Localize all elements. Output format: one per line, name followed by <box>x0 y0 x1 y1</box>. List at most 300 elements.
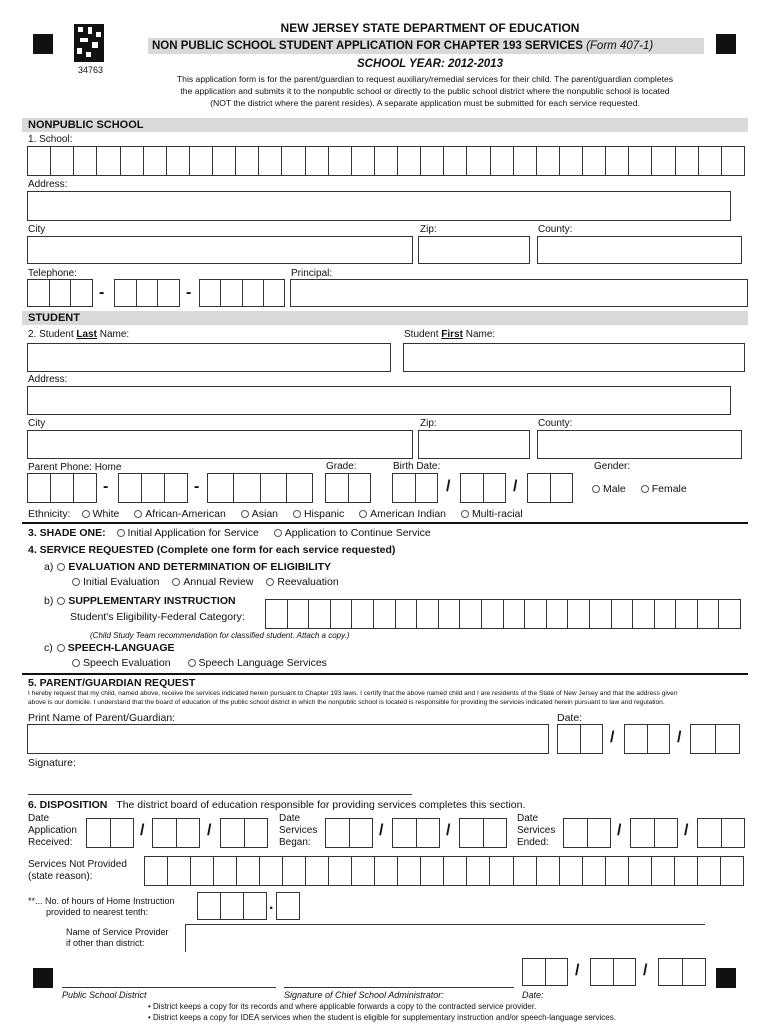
entry-cell[interactable] <box>144 856 167 886</box>
date-slash: / <box>610 729 615 746</box>
form-title <box>152 40 653 52</box>
entry-cell[interactable] <box>483 818 508 848</box>
service-b-radio[interactable] <box>57 597 65 605</box>
entry-cell[interactable] <box>536 856 559 886</box>
gender-male-radio[interactable] <box>592 485 600 493</box>
entry-cell[interactable] <box>305 856 328 886</box>
entry-cell[interactable] <box>167 856 190 886</box>
entry-cell[interactable] <box>259 856 282 886</box>
entry-cell[interactable] <box>397 146 420 176</box>
entry-cell[interactable] <box>721 146 745 176</box>
entry-cell[interactable] <box>141 473 164 503</box>
entry-cell[interactable] <box>675 146 698 176</box>
entry-cell[interactable] <box>651 856 674 886</box>
entry-cell[interactable] <box>349 818 374 848</box>
district-line[interactable] <box>62 987 276 988</box>
footer-bullet-1: • District keeps a copy for its records and where applicable forwards a copy to the contracted service provider. <box>148 1002 537 1011</box>
service-c-row <box>44 642 175 654</box>
entry-cell[interactable] <box>690 724 715 754</box>
date-received-year-field[interactable] <box>220 818 268 848</box>
entry-cell[interactable] <box>328 856 351 886</box>
student-zip-label: Zip: <box>420 418 437 429</box>
service-requested-label: 4. SERVICE REQUESTED (Complete one form for each service requested) <box>28 544 396 556</box>
entry-cell[interactable] <box>157 279 180 307</box>
entry-cell[interactable] <box>460 473 483 503</box>
entry-cell[interactable] <box>613 958 637 986</box>
entry-cell[interactable] <box>212 146 235 176</box>
school-city-label: City <box>28 224 46 235</box>
label-line: Date <box>279 813 301 824</box>
student-first-name-field[interactable] <box>403 343 745 372</box>
entry-cell[interactable] <box>220 279 241 307</box>
entry-cell[interactable] <box>114 279 136 307</box>
entry-cell[interactable] <box>490 146 513 176</box>
entry-cell[interactable] <box>213 856 236 886</box>
entry-cell[interactable] <box>374 146 397 176</box>
disposition-label: 6. DISPOSITION <box>28 799 108 811</box>
entry-cell[interactable] <box>443 146 466 176</box>
student-zip-field[interactable] <box>418 430 530 459</box>
entry-cell[interactable] <box>582 856 605 886</box>
parent-date-year-field[interactable] <box>690 724 740 754</box>
barcode-number: 34763 <box>78 65 104 75</box>
school-address-label: Address: <box>28 179 68 190</box>
entry-cell[interactable] <box>582 146 605 176</box>
date-slash: / <box>140 822 145 839</box>
entry-cell[interactable] <box>628 146 651 176</box>
student-last-name-field[interactable] <box>27 343 391 372</box>
ethnicity-label: Ethnicity: <box>28 508 71 520</box>
label-prefix: 2. Student <box>28 329 77 340</box>
student-address-field[interactable] <box>27 386 731 415</box>
label-line: Date <box>517 813 539 824</box>
entry-cell[interactable] <box>73 473 97 503</box>
label-line: Name of Service Provider <box>66 927 169 937</box>
ethnicity-hispanic-radio[interactable] <box>293 510 301 518</box>
entry-cell[interactable] <box>536 146 559 176</box>
phone-dash: - <box>103 478 109 495</box>
entry-cell[interactable] <box>459 599 481 629</box>
birth-day-field[interactable] <box>460 473 506 503</box>
label-line: provided to nearest tenth: <box>46 907 149 917</box>
date-received-label <box>28 813 88 849</box>
entry-cell[interactable] <box>415 473 439 503</box>
school-city-field[interactable] <box>27 236 413 264</box>
student-address-label: Address: <box>28 374 68 385</box>
services-not-provided-label <box>28 859 127 883</box>
option-label: Initial Evaluation <box>83 576 160 588</box>
school-phone-area-field[interactable] <box>27 279 93 307</box>
entry-cell[interactable] <box>459 818 483 848</box>
form-number: (Form 407-1) <box>586 40 654 52</box>
school-name-field[interactable] <box>27 146 745 176</box>
service-c-prefix: c) <box>44 642 53 654</box>
date-ended-year-field[interactable] <box>697 818 745 848</box>
entry-cell[interactable] <box>235 146 258 176</box>
entry-cell[interactable] <box>654 599 676 629</box>
entry-cell[interactable] <box>559 146 582 176</box>
ethnicity-african-american-radio[interactable] <box>134 510 142 518</box>
entry-cell[interactable] <box>698 146 721 176</box>
entry-cell[interactable] <box>395 599 417 629</box>
entry-cell[interactable] <box>587 818 612 848</box>
footer-date-day-field[interactable] <box>590 958 636 986</box>
barcode-glyph <box>74 24 104 62</box>
entry-cell[interactable] <box>351 856 374 886</box>
registration-mark-top-right <box>716 34 736 54</box>
grade-field[interactable] <box>325 473 371 503</box>
decimal-point: . <box>269 896 274 913</box>
ethnicity-option: Hispanic <box>303 508 345 520</box>
entry-cell[interactable] <box>110 818 135 848</box>
service-a-title: EVALUATION AND DETERMINATION OF ELIGIBILITY <box>68 561 332 573</box>
initial-application-label: Initial Application for Service <box>127 527 259 539</box>
continue-service-label: Application to Continue Service <box>284 527 431 539</box>
chief-signature-line[interactable] <box>284 987 514 988</box>
birth-year-field[interactable] <box>527 473 573 503</box>
date-slash: / <box>446 478 451 495</box>
entry-cell[interactable] <box>281 146 304 176</box>
section-nonpublic-school: NONPUBLIC SCHOOL <box>22 118 748 132</box>
parent-request-text-1: I hereby request that my child, named above, receive the services indicated herein pursuant to Chapter 193 laws. I certify that the above named child and I are residents of the State of New Jersey and that the address given <box>28 690 678 697</box>
entry-cell[interactable] <box>27 146 50 176</box>
initial-evaluation-radio[interactable] <box>72 578 80 586</box>
entry-cell[interactable] <box>27 279 49 307</box>
entry-cell[interactable] <box>580 724 604 754</box>
department-title: NEW JERSEY STATE DEPARTMENT OF EDUCATION <box>280 21 580 35</box>
entry-cell[interactable] <box>420 146 443 176</box>
entry-cell[interactable] <box>611 599 633 629</box>
entry-cell[interactable] <box>624 724 647 754</box>
parent-date-label: Date: <box>557 712 583 724</box>
phone-dash: - <box>99 284 105 301</box>
parent-name-field[interactable] <box>27 724 549 754</box>
footer-date-year-field[interactable] <box>658 958 706 986</box>
parent-date-day-field[interactable] <box>624 724 670 754</box>
phone-dash: - <box>194 478 200 495</box>
option-label: Speech Evaluation <box>83 657 171 669</box>
entry-cell[interactable] <box>416 818 441 848</box>
entry-cell[interactable] <box>559 856 582 886</box>
entry-cell[interactable] <box>308 599 330 629</box>
parent-phone-area-field[interactable] <box>27 473 97 503</box>
entry-cell[interactable] <box>143 146 166 176</box>
entry-cell[interactable] <box>522 958 545 986</box>
entry-cell[interactable] <box>682 958 707 986</box>
entry-cell[interactable] <box>513 856 536 886</box>
entry-cell[interactable] <box>605 146 628 176</box>
entry-cell[interactable] <box>420 856 443 886</box>
entry-cell[interactable] <box>207 473 233 503</box>
entry-cell[interactable] <box>647 724 671 754</box>
label-line: Services <box>279 825 318 836</box>
divider <box>22 673 748 675</box>
gender-label: Gender: <box>594 461 631 472</box>
ethnicity-american-indian-radio[interactable] <box>359 510 367 518</box>
entry-cell[interactable] <box>330 599 352 629</box>
entry-cell[interactable] <box>718 599 741 629</box>
date-slash: / <box>617 822 622 839</box>
entry-cell[interactable] <box>164 473 188 503</box>
entry-cell[interactable] <box>524 599 546 629</box>
eligibility-category-field[interactable] <box>265 599 741 629</box>
entry-cell[interactable] <box>605 856 628 886</box>
ethnicity-row <box>28 508 523 520</box>
school-phone-line-field[interactable] <box>199 279 285 307</box>
gender-female-radio[interactable] <box>641 485 649 493</box>
entry-cell[interactable] <box>550 473 574 503</box>
label-line: Application <box>28 825 77 836</box>
entry-cell[interactable] <box>589 599 611 629</box>
parent-phone-prefix-field[interactable] <box>118 473 188 503</box>
label-line: (state reason): <box>28 871 93 882</box>
entry-cell[interactable] <box>263 279 285 307</box>
entry-cell[interactable] <box>243 892 267 920</box>
entry-cell[interactable] <box>152 818 176 848</box>
eligibility-category-label: Student's Eligibility-Federal Category: <box>70 611 245 623</box>
school-address-field[interactable] <box>27 191 731 221</box>
entry-cell[interactable] <box>190 856 213 886</box>
phone-dash: - <box>186 284 192 301</box>
entry-cell[interactable] <box>397 856 420 886</box>
date-slash: / <box>207 822 212 839</box>
entry-cell[interactable] <box>233 473 259 503</box>
entry-cell[interactable] <box>27 473 50 503</box>
date-ended-month-field[interactable] <box>563 818 611 848</box>
entry-cell[interactable] <box>489 856 512 886</box>
signature-label: Signature: <box>28 757 76 769</box>
service-c-options <box>66 657 327 669</box>
entry-cell[interactable] <box>242 279 263 307</box>
shade-one-row <box>28 527 431 539</box>
entry-cell[interactable] <box>258 146 281 176</box>
entry-cell[interactable] <box>557 724 580 754</box>
ethnicity-asian-radio[interactable] <box>241 510 249 518</box>
entry-cell[interactable] <box>118 473 141 503</box>
entry-cell[interactable] <box>136 279 158 307</box>
student-last-name-label <box>28 329 129 341</box>
ethnicity-white-radio[interactable] <box>82 510 90 518</box>
date-slash: / <box>446 822 451 839</box>
entry-cell[interactable] <box>282 856 305 886</box>
registration-mark-top-left <box>33 34 53 54</box>
entry-cell[interactable] <box>50 146 73 176</box>
entry-cell[interactable] <box>545 958 569 986</box>
date-began-year-field[interactable] <box>459 818 507 848</box>
entry-cell[interactable] <box>715 724 741 754</box>
parent-phone-line-field[interactable] <box>207 473 313 503</box>
service-provider-field[interactable] <box>185 924 705 952</box>
school-phone-prefix-field[interactable] <box>114 279 180 307</box>
entry-cell[interactable] <box>416 599 438 629</box>
label-line: Ended: <box>517 837 549 848</box>
date-received-month-field[interactable] <box>86 818 134 848</box>
speech-language-services-radio[interactable] <box>188 659 196 667</box>
student-city-field[interactable] <box>27 430 413 459</box>
entry-cell[interactable] <box>351 146 374 176</box>
entry-cell[interactable] <box>527 473 550 503</box>
birth-date-label: Birth Date: <box>393 461 441 472</box>
date-began-label <box>279 813 329 849</box>
grade-label: Grade: <box>326 461 357 472</box>
entry-cell[interactable] <box>189 146 212 176</box>
signature-line[interactable] <box>28 794 412 795</box>
entry-cell[interactable] <box>120 146 143 176</box>
option-label: Reevaluation <box>277 576 339 588</box>
service-a-row <box>44 561 331 573</box>
home-instruction-hours-field[interactable] <box>197 892 267 920</box>
ethnicity-option: Asian <box>251 508 279 520</box>
student-county-field[interactable] <box>537 430 742 459</box>
service-b-prefix: b) <box>44 595 54 607</box>
entry-cell[interactable] <box>286 473 313 503</box>
entry-cell[interactable] <box>590 958 613 986</box>
entry-cell[interactable] <box>96 146 119 176</box>
parent-date-month-field[interactable] <box>557 724 603 754</box>
date-received-day-field[interactable] <box>152 818 200 848</box>
entry-cell[interactable] <box>546 599 568 629</box>
entry-cell[interactable] <box>697 818 721 848</box>
entry-cell[interactable] <box>392 818 416 848</box>
entry-cell[interactable] <box>632 599 654 629</box>
label-line: **... No. of hours of Home Instruction <box>28 896 175 906</box>
home-instruction-tenths-field[interactable] <box>276 892 300 920</box>
label-emphasis: First <box>441 329 463 340</box>
school-label: 1. School: <box>28 134 73 145</box>
home-instruction-hours-label <box>28 896 175 918</box>
entry-cell[interactable] <box>513 146 536 176</box>
parent-request-text-2: above is our domicile. I understand that the board of education of the public school district in which the nonpublic school is located is responsible for providing the services indicated herein pursuant to law and regulation. <box>28 699 665 706</box>
gender-options <box>586 483 687 495</box>
service-b-row <box>44 595 236 607</box>
print-name-label: Print Name of Parent/Guardian: <box>28 712 176 724</box>
entry-cell[interactable] <box>628 856 651 886</box>
entry-cell[interactable] <box>176 818 201 848</box>
school-zip-label: Zip: <box>420 224 437 235</box>
initial-application-radio[interactable] <box>117 529 125 537</box>
entry-cell[interactable] <box>503 599 525 629</box>
entry-cell[interactable] <box>373 599 395 629</box>
entry-cell[interactable] <box>443 856 466 886</box>
entry-cell[interactable] <box>466 146 489 176</box>
parent-phone-label: Parent Phone: Home <box>28 462 122 473</box>
entry-cell[interactable] <box>220 818 244 848</box>
gender-female-label: Female <box>651 483 687 495</box>
entry-cell[interactable] <box>720 856 744 886</box>
entry-cell[interactable] <box>220 892 243 920</box>
entry-cell[interactable] <box>675 599 697 629</box>
entry-cell[interactable] <box>197 892 220 920</box>
services-not-provided-field[interactable] <box>144 856 744 886</box>
entry-cell[interactable] <box>166 146 189 176</box>
ethnicity-option: White <box>92 508 120 520</box>
label-line: if other than district: <box>66 938 145 948</box>
school-county-label: County: <box>538 224 573 235</box>
school-zip-field[interactable] <box>418 236 530 264</box>
entry-cell[interactable] <box>325 473 348 503</box>
ethnicity-option: African-American <box>145 508 226 520</box>
intro-line-2: the application and submits it to the nonpublic school or directly to the public school district where the nonpublic school is located <box>180 86 670 96</box>
date-began-month-field[interactable] <box>325 818 373 848</box>
entry-cell[interactable] <box>697 856 720 886</box>
entry-cell[interactable] <box>50 473 73 503</box>
entry-cell[interactable] <box>651 146 674 176</box>
date-slash: / <box>575 962 580 979</box>
date-began-day-field[interactable] <box>392 818 440 848</box>
entry-cell[interactable] <box>328 146 351 176</box>
service-c-radio[interactable] <box>57 644 65 652</box>
entry-cell[interactable] <box>567 599 589 629</box>
registration-mark-bottom-left <box>33 968 53 988</box>
service-a-prefix: a) <box>44 561 54 573</box>
footer-date-month-field[interactable] <box>522 958 568 986</box>
entry-cell[interactable] <box>563 818 587 848</box>
ethnicity-option: American Indian <box>370 508 447 520</box>
ethnicity-multi-racial-radio[interactable] <box>461 510 469 518</box>
intro-line-3: (NOT the district where the parent resides). A separate application must be submitted for each service requested. <box>210 98 640 108</box>
date-slash: / <box>677 729 682 746</box>
school-county-field[interactable] <box>537 236 742 264</box>
date-ended-day-field[interactable] <box>630 818 678 848</box>
entry-cell[interactable] <box>438 599 460 629</box>
entry-cell[interactable] <box>654 818 679 848</box>
disposition-description: The district board of education responsible for providing services completes this section. <box>116 799 526 811</box>
date-ended-label <box>517 813 567 849</box>
entry-cell[interactable] <box>287 599 309 629</box>
entry-cell[interactable] <box>260 473 286 503</box>
service-b-title: SUPPLEMENTARY INSTRUCTION <box>68 595 236 607</box>
continue-service-radio[interactable] <box>274 529 282 537</box>
entry-cell[interactable] <box>325 818 349 848</box>
entry-cell[interactable] <box>244 818 269 848</box>
label-line: Services Not Provided <box>28 859 127 870</box>
chief-signature-label: Signature of Chief School Administrator: <box>284 990 444 1000</box>
entry-cell[interactable] <box>49 279 71 307</box>
entry-cell[interactable] <box>70 279 93 307</box>
entry-cell[interactable] <box>466 856 489 886</box>
form-title-text: NON PUBLIC SCHOOL STUDENT APPLICATION FOR CHAPTER 193 SERVICES <box>152 40 583 52</box>
birth-month-field[interactable] <box>392 473 438 503</box>
entry-cell[interactable] <box>199 279 220 307</box>
date-slash: / <box>643 962 648 979</box>
service-a-radio[interactable] <box>57 563 65 571</box>
principal-field[interactable] <box>290 279 748 307</box>
speech-evaluation-radio[interactable] <box>72 659 80 667</box>
entry-cell[interactable] <box>265 599 287 629</box>
entry-cell[interactable] <box>305 146 328 176</box>
entry-cell[interactable] <box>236 856 259 886</box>
reevaluation-radio[interactable] <box>266 578 274 586</box>
entry-cell[interactable] <box>351 599 373 629</box>
entry-cell[interactable] <box>674 856 697 886</box>
entry-cell[interactable] <box>630 818 654 848</box>
entry-cell[interactable] <box>86 818 110 848</box>
registration-mark-bottom-right <box>716 968 736 988</box>
entry-cell[interactable] <box>483 473 507 503</box>
service-a-options <box>66 576 339 588</box>
entry-cell[interactable] <box>392 473 415 503</box>
entry-cell[interactable] <box>276 892 300 920</box>
entry-cell[interactable] <box>481 599 503 629</box>
annual-review-radio[interactable] <box>172 578 180 586</box>
entry-cell[interactable] <box>721 818 746 848</box>
school-year: SCHOOL YEAR: 2012-2013 <box>357 58 503 70</box>
entry-cell[interactable] <box>697 599 719 629</box>
entry-cell[interactable] <box>658 958 682 986</box>
entry-cell[interactable] <box>73 146 96 176</box>
entry-cell[interactable] <box>374 856 397 886</box>
entry-cell[interactable] <box>348 473 372 503</box>
